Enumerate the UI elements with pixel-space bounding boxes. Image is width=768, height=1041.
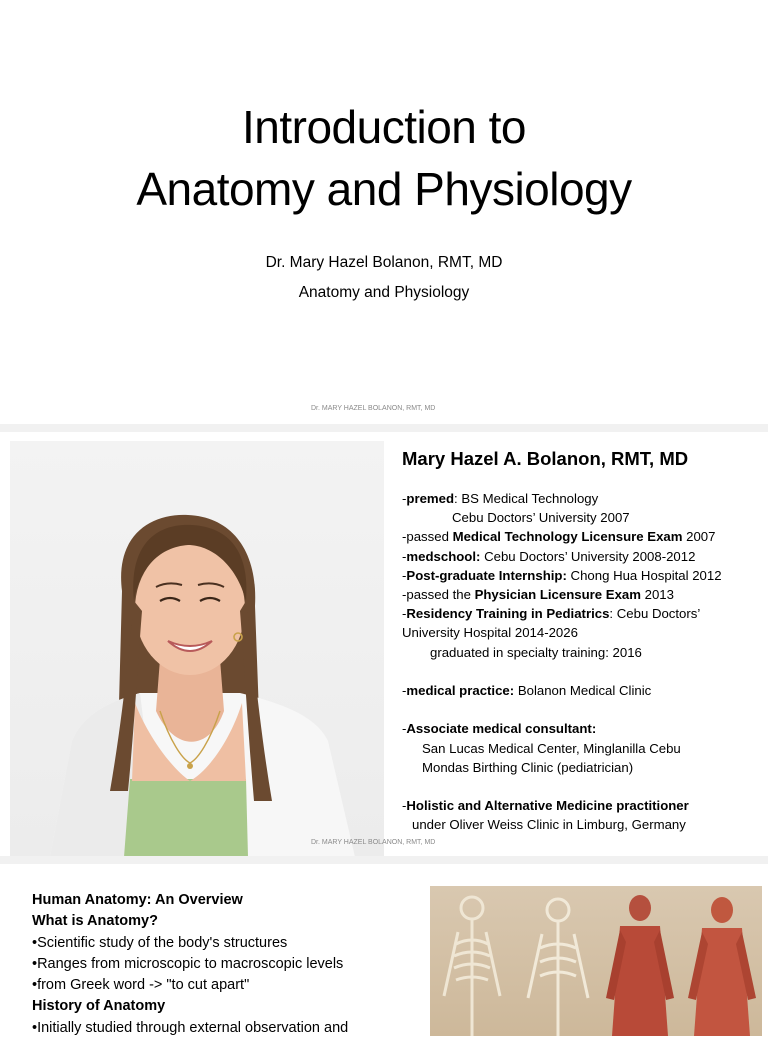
overview-text [32,890,412,1039]
bio-line-internship [402,566,762,585]
slide-footer: Dr. MARY HAZEL BOLANON, RMT, MD [311,839,436,846]
list-item: •Ranges from microscopic to macroscopic levels [32,955,344,972]
text: - [402,798,407,814]
bio-line-oliver-weiss: under Oliver Weiss Clinic in Limburg, Germany [412,817,686,833]
spacer [402,777,762,796]
bold-text: Holistic and Alternative Medicine practitioner [406,798,689,814]
text: 2013 [640,587,674,603]
anatomy-figures-illustration [430,886,762,1036]
text: -passed the [402,587,475,603]
bio-line-consultant [402,719,762,738]
list-item: •Scientific study of the body's structures [32,934,288,951]
list-item: •from Greek word -> "to cut apart" [32,977,250,994]
text: 2007 [682,529,716,545]
bio-line-san-lucas: San Lucas Medical Center, Minglanilla Cebu [422,740,681,756]
text: Cebu Doctors’ University 2008-2012 [480,548,696,564]
bio-line-medtech-exam [402,527,762,546]
bold-text: Post-graduate Internship: [406,567,567,583]
list-item: •Initially studied through external observation and [32,1019,349,1036]
spacer [402,700,762,719]
text: : Cebu Doctors’ [609,606,701,622]
slide-footer: Dr. MARY HAZEL BOLANON, RMT, MD [311,405,436,412]
bold-text: Associate medical consultant: [406,721,597,737]
text: Bolanon Medical Clinic [514,683,652,699]
history-heading: History of Anatomy [32,998,166,1015]
bio-line-residency [402,604,762,623]
bold-text: Physician Licensure Exam [474,587,641,603]
slide-title [0,96,768,220]
portrait-illustration [10,441,384,857]
what-is-anatomy-heading: What is Anatomy? [32,913,158,930]
course-name: Anatomy and Physiology [298,284,470,301]
text: : BS Medical Technology [454,491,599,506]
text: - [402,548,407,564]
title-slide [0,0,768,432]
portrait-photo [10,441,384,857]
bio-line-residency-hospital: University Hospital 2014-2026 [402,625,578,641]
bold-text: Medical Technology Licensure Exam [452,529,683,545]
bio-line-physician-exam [402,585,762,604]
bio-line-mondas: Mondas Birthing Clinic (pediatrician) [422,759,634,775]
bio-slide [0,432,768,864]
bold-text: medical practice: [406,683,515,699]
text: - [402,721,407,737]
bio-line-holistic [402,796,762,815]
text: -passed [402,529,453,545]
author-name: Dr. Mary Hazel Bolanon, RMT, MD [265,254,503,271]
bio-line-premed [402,489,762,508]
title-line-2: Anatomy and Physiology [136,163,632,215]
bio-line-practice [402,681,762,700]
spacer [402,662,762,681]
text: - [402,683,407,699]
text: - [402,491,407,506]
bio-line-school: Cebu Doctors’ University 2007 [452,510,630,526]
text: - [402,567,407,583]
text: - [402,606,407,622]
bio-details [402,489,762,835]
bio-line-medschool [402,547,762,566]
bold-text: premed [406,491,455,506]
overview-heading: Human Anatomy: An Overview [32,892,243,908]
title-line-1: Introduction to [241,101,527,153]
bold-text: Residency Training in Pediatrics [406,606,610,622]
bio-name: Mary Hazel A. Bolanon, RMT, MD [402,448,689,469]
bold-text: medschool: [406,548,481,564]
anatomy-chart-image [430,886,762,1036]
bio-line-graduated: graduated in specialty training: 2016 [430,644,642,660]
text: Chong Hua Hospital 2012 [566,567,722,583]
overview-slide [0,864,768,1036]
